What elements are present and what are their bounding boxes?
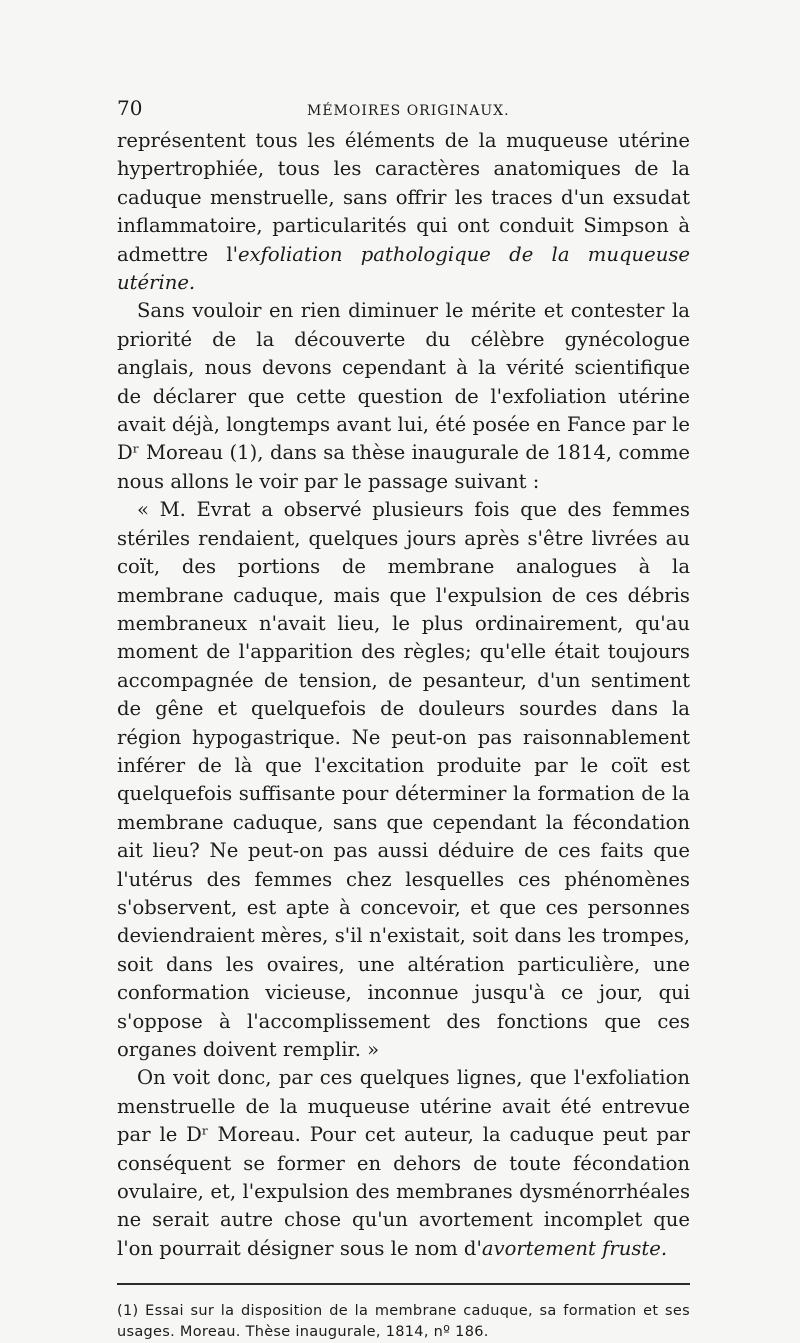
paragraph-4-text: On voit donc, par ces quelques lignes, que l'exfoliation menstruelle de la muqueuse utérine avait été entrevue par le Dʳ Moreau. Pour cet auteur, la caduque peut par conséquent se former en dehors de toute fécondation ovulaire, et, l'expulsion des membranes dysménorrhéales ne serait autre chose qu'un avortement incomplet que l'on pourrait désigner sous le nom d' [117, 1066, 690, 1260]
paragraph-1-italic: exfoliation pathologique de la muqueuse utérine. [117, 242, 690, 295]
paragraph-4 [117, 1064, 690, 1263]
paragraph-2: Sans vouloir en rien diminuer le mérite et contester la priorité de la découverte du célèbre gynécologue anglais, nous devons cependant à la vérité scientifique de déclarer que cette question de l'exfoliation utérine avait déjà, longtemps avant lui, été posée en Fance par le Dʳ Moreau (1), dans sa thèse inaugurale de 1814, comme nous allons le voir par le passage suivant : [117, 299, 690, 493]
paragraph-4-italic: avortement fruste. [481, 1236, 668, 1260]
paragraph-3-quotation: « M. Evrat a observé plusieurs fois que des femmes stériles rendaient, quelques jours après s'être livrées au coït, des portions de membrane analogues à la membrane caduque, mais que l'expulsion de ces débris membraneux n'avait lieu, le plus ordinairement, qu'au moment de l'apparition des règles; qu'elle était toujours accompagnée de tension, de pesanteur, d'un sentiment de gêne et quelquefois de douleurs sourdes dans la région hypogastrique. Ne peut-on pas raisonnablement inférer de là que l'excitation produite par le coït est quelquefois suffisante pour déterminer la formation de la membrane caduque, sans que cependant la fécondation ait lieu? Ne peut-on pas aussi déduire de ces faits que l'utérus des femmes chez lesquelles ces phénomènes s'observent, est apte à concevoir, et que ces personnes deviendraient mères, s'il n'existait, soit dans les trompes, soit dans les ovaires, une altération particulière, une conformation vicieuse, inconnue jusqu'à ce jour, qui s'oppose à l'accomplissement des fonctions que ces organes doivent remplir. » [117, 498, 690, 1061]
running-title: MÉMOIRES ORIGINAUX. [307, 103, 510, 119]
running-head [117, 96, 690, 126]
footnote-divider [117, 1283, 690, 1285]
paragraph-1-text: représentent tous les éléments de la muqueuse utérine hypertrophiée, tous les caractères anatomiques de la caduque menstruelle, sans offrir les traces d'un exsudat inflammatoire, particularités qui ont conduit Simpson à admettre l' [117, 129, 690, 266]
body-text [117, 127, 690, 1263]
page-number: 70 [117, 96, 143, 120]
paragraph-1 [117, 127, 690, 297]
footnote: (1) Essai sur la disposition de la membrane caduque, sa formation et ses usages. Moreau. Thèse inaugurale, 1814, nº 186. [117, 1303, 690, 1341]
